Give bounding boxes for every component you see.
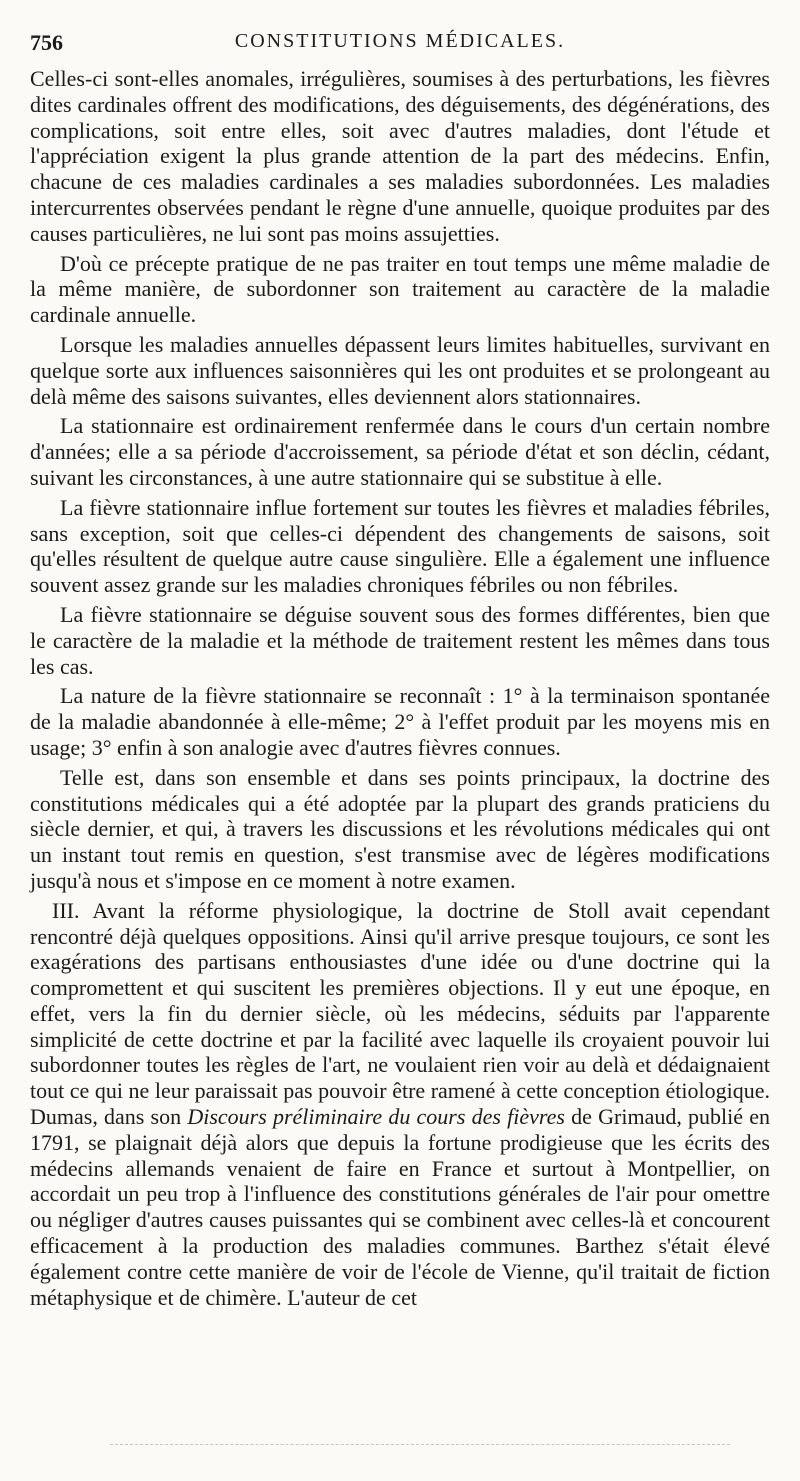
page-header bbox=[30, 30, 770, 60]
book-title: Discours préliminaire du cours des fièvres bbox=[187, 1104, 565, 1130]
section-paragraph bbox=[30, 898, 770, 1311]
paragraph: Celles-ci sont-elles anomales, irrégulières, soumises à des perturbations, les fièvres dites cardinales offrent des modifications, des déguisements, des dégénérations, des complications, soit entre elles, soit avec d'autres maladies, dont l'étude et l'appréciation exigent la plus grande attention de la part des médecins. Enfin, chacune de ces maladies cardinales a ses maladies subordonnées. Les maladies intercurrentes observées pendant le règne d'une annuelle, quoique produites par des causes particulières, ne lui sont pas moins assujetties. bbox=[30, 66, 770, 246]
section-text-part-2: de Grimaud, publié en 1791, se plaignait déjà alors que depuis la fortune prodigieuse que les écrits des médecins allemands venaient de faire en France et surtout à Montpellier, on accordait un peu trop à l'influence des constitutions générales de l'air pour omettre ou négliger d'autres causes puissantes qui se combinent avec celles-là et concourent efficacement à la production des maladies communes. Barthez s'était élevé également contre cette manière de voir de l'école de Vienne, qu'il traitait de fiction métaphysique et de chimère. L'auteur de cet bbox=[30, 1104, 770, 1310]
paragraph: D'où ce précepte pratique de ne pas traiter en tout temps une même maladie de la même manière, de subordonner son traitement au caractère de la maladie cardinale annuelle. bbox=[30, 250, 770, 328]
page-number: 756 bbox=[30, 30, 63, 55]
body-text bbox=[30, 66, 770, 1310]
paragraph: Lorsque les maladies annuelles dépassent leurs limites habituelles, survivant en quelque sorte aux influences saisonnières qui les ont produites et se prolongeant au delà même des saisons suivantes, elles deviennent alors stationnaires. bbox=[30, 331, 770, 409]
paragraph: La fièvre stationnaire influe fortement sur toutes les fièvres et maladies fébriles, sans exception, soit que celles-ci dépendent des changements de saisons, soit qu'elles résultent de quelque autre cause singulière. Elle a également une influence souvent assez grande sur les maladies chroniques fébriles ou non fébriles. bbox=[30, 494, 770, 598]
footer-rule bbox=[110, 1444, 730, 1445]
section-text-part-1: III. Avant la réforme physiologique, la doctrine de Stoll avait cependant rencontré déjà quelques oppositions. Ainsi qu'il arrive presque toujours, ce sont les exagérations des partisans enthousiastes d'une idée ou d'une doctrine qui la compromettent et qui suscitent les premières objections. Il y eut une époque, en effet, vers la fin du dernier siècle, où les médecins, séduits par l'apparente simplicité de cette doctrine et par la facilité avec laquelle ils croyaient pouvoir lui subordonner toutes les règles de l'art, ne voulaient rien voir au delà et dédaignaient tout ce qui ne leur paraissait pas pouvoir être ramené à cette conception étiologique. Dumas, dans son bbox=[30, 897, 770, 1130]
paragraph: Telle est, dans son ensemble et dans ses points principaux, la doctrine des constitutions médicales qui a été adoptée par la plupart des grands praticiens du siècle dernier, et qui, à travers les discussions et les révolutions médicales qui ont un instant tout remis en question, s'est transmise avec de légères modifications jusqu'à nous et s'impose en ce moment à notre examen. bbox=[30, 764, 770, 893]
paragraph: La fièvre stationnaire se déguise souvent sous des formes différentes, bien que le caractère de la maladie et la méthode de traitement restent les mêmes dans tous les cas. bbox=[30, 601, 770, 679]
paragraph: La nature de la fièvre stationnaire se reconnaît : 1° à la terminaison spontanée de la maladie abandonnée à elle-même; 2° à l'effet produit par les moyens mis en usage; 3° enfin à son analogie avec d'autres fièvres connues. bbox=[30, 683, 770, 760]
paragraph: La stationnaire est ordinairement renfermée dans le cours d'un certain nombre d'années; elle a sa période d'accroissement, sa période d'état et son déclin, cédant, suivant les circonstances, à une autre stationnaire qui se substitue à elle. bbox=[30, 413, 770, 490]
running-head: CONSTITUTIONS MÉDICALES. bbox=[234, 30, 566, 52]
